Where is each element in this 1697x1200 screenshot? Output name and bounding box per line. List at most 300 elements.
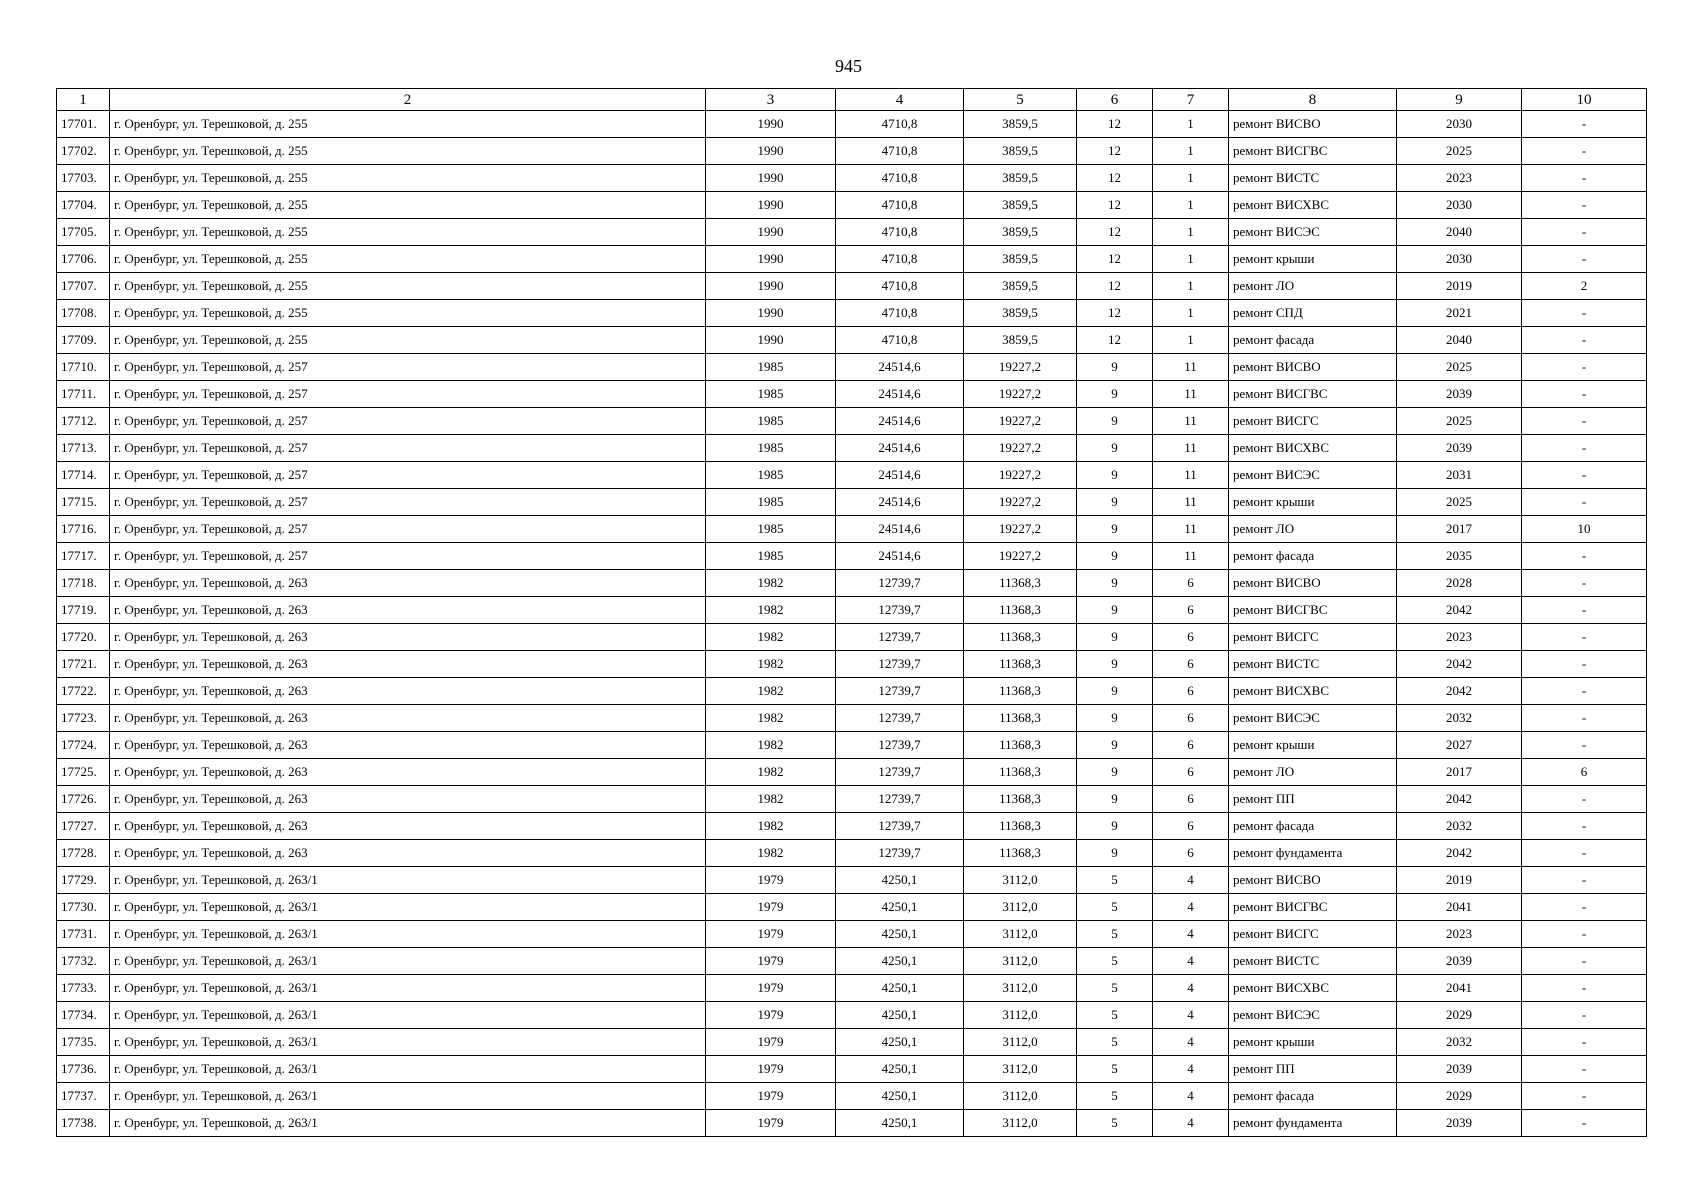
year-cell: 1982 xyxy=(706,624,836,651)
table-row xyxy=(57,705,1647,732)
table-row xyxy=(57,570,1647,597)
floors-cell: 9 xyxy=(1077,354,1153,381)
address-cell: г. Оренбург, ул. Терешковой, д. 257 xyxy=(110,435,706,462)
table-row xyxy=(57,462,1647,489)
year-cell: 1979 xyxy=(706,1083,836,1110)
col10-cell: - xyxy=(1522,327,1647,354)
year-cell: 1990 xyxy=(706,138,836,165)
living-area-cell: 3112,0 xyxy=(964,948,1077,975)
col10-cell: - xyxy=(1522,813,1647,840)
address-cell: г. Оренбург, ул. Терешковой, д. 263 xyxy=(110,786,706,813)
row-number: 17720. xyxy=(57,624,110,651)
table-row xyxy=(57,867,1647,894)
work-type-cell: ремонт фасада xyxy=(1229,543,1397,570)
col10-cell: - xyxy=(1522,732,1647,759)
entrances-cell: 1 xyxy=(1153,111,1229,138)
address-cell: г. Оренбург, ул. Терешковой, д. 263/1 xyxy=(110,921,706,948)
row-number: 17728. xyxy=(57,840,110,867)
floors-cell: 5 xyxy=(1077,1029,1153,1056)
column-header-7: 7 xyxy=(1153,89,1229,111)
total-area-cell: 4250,1 xyxy=(836,948,964,975)
planned-year-cell: 2019 xyxy=(1397,867,1522,894)
col10-cell: - xyxy=(1522,489,1647,516)
col10-cell: - xyxy=(1522,111,1647,138)
year-cell: 1982 xyxy=(706,786,836,813)
planned-year-cell: 2032 xyxy=(1397,705,1522,732)
planned-year-cell: 2023 xyxy=(1397,921,1522,948)
planned-year-cell: 2030 xyxy=(1397,111,1522,138)
col10-cell: - xyxy=(1522,1110,1647,1137)
floors-cell: 5 xyxy=(1077,894,1153,921)
entrances-cell: 1 xyxy=(1153,327,1229,354)
row-number: 17722. xyxy=(57,678,110,705)
address-cell: г. Оренбург, ул. Терешковой, д. 263 xyxy=(110,732,706,759)
year-cell: 1979 xyxy=(706,1056,836,1083)
col10-cell: - xyxy=(1522,138,1647,165)
work-type-cell: ремонт ВИСВО xyxy=(1229,111,1397,138)
work-type-cell: ремонт крыши xyxy=(1229,1029,1397,1056)
planned-year-cell: 2039 xyxy=(1397,1056,1522,1083)
total-area-cell: 4250,1 xyxy=(836,1002,964,1029)
col10-cell: - xyxy=(1522,651,1647,678)
total-area-cell: 12739,7 xyxy=(836,705,964,732)
living-area-cell: 19227,2 xyxy=(964,543,1077,570)
entrances-cell: 4 xyxy=(1153,921,1229,948)
total-area-cell: 4250,1 xyxy=(836,1110,964,1137)
work-type-cell: ремонт ВИСВО xyxy=(1229,354,1397,381)
entrances-cell: 4 xyxy=(1153,1083,1229,1110)
work-type-cell: ремонт ЛО xyxy=(1229,273,1397,300)
table-row xyxy=(57,1083,1647,1110)
floors-cell: 5 xyxy=(1077,975,1153,1002)
work-type-cell: ремонт фундамента xyxy=(1229,840,1397,867)
entrances-cell: 11 xyxy=(1153,381,1229,408)
work-type-cell: ремонт фундамента xyxy=(1229,1110,1397,1137)
year-cell: 1982 xyxy=(706,651,836,678)
table-row xyxy=(57,192,1647,219)
entrances-cell: 4 xyxy=(1153,948,1229,975)
living-area-cell: 11368,3 xyxy=(964,732,1077,759)
floors-cell: 5 xyxy=(1077,1110,1153,1137)
total-area-cell: 4710,8 xyxy=(836,327,964,354)
address-cell: г. Оренбург, ул. Терешковой, д. 255 xyxy=(110,111,706,138)
row-number: 17716. xyxy=(57,516,110,543)
total-area-cell: 4250,1 xyxy=(836,975,964,1002)
planned-year-cell: 2031 xyxy=(1397,462,1522,489)
planned-year-cell: 2041 xyxy=(1397,894,1522,921)
floors-cell: 9 xyxy=(1077,462,1153,489)
total-area-cell: 24514,6 xyxy=(836,489,964,516)
planned-year-cell: 2019 xyxy=(1397,273,1522,300)
col10-cell: - xyxy=(1522,435,1647,462)
address-cell: г. Оренбург, ул. Терешковой, д. 255 xyxy=(110,300,706,327)
year-cell: 1982 xyxy=(706,705,836,732)
total-area-cell: 24514,6 xyxy=(836,435,964,462)
living-area-cell: 3859,5 xyxy=(964,165,1077,192)
living-area-cell: 11368,3 xyxy=(964,651,1077,678)
planned-year-cell: 2040 xyxy=(1397,219,1522,246)
year-cell: 1979 xyxy=(706,1002,836,1029)
entrances-cell: 1 xyxy=(1153,219,1229,246)
living-area-cell: 3859,5 xyxy=(964,219,1077,246)
total-area-cell: 24514,6 xyxy=(836,381,964,408)
col10-cell: - xyxy=(1522,867,1647,894)
table-row xyxy=(57,732,1647,759)
year-cell: 1982 xyxy=(706,759,836,786)
living-area-cell: 11368,3 xyxy=(964,705,1077,732)
total-area-cell: 4250,1 xyxy=(836,894,964,921)
total-area-cell: 4250,1 xyxy=(836,867,964,894)
planned-year-cell: 2028 xyxy=(1397,570,1522,597)
address-cell: г. Оренбург, ул. Терешковой, д. 255 xyxy=(110,192,706,219)
table-row xyxy=(57,813,1647,840)
work-type-cell: ремонт ВИСХВС xyxy=(1229,435,1397,462)
total-area-cell: 4710,8 xyxy=(836,273,964,300)
address-cell: г. Оренбург, ул. Терешковой, д. 263 xyxy=(110,597,706,624)
entrances-cell: 1 xyxy=(1153,246,1229,273)
year-cell: 1979 xyxy=(706,867,836,894)
table-row xyxy=(57,408,1647,435)
row-number: 17715. xyxy=(57,489,110,516)
table-row xyxy=(57,246,1647,273)
table-row xyxy=(57,1056,1647,1083)
work-type-cell: ремонт ПП xyxy=(1229,1056,1397,1083)
row-number: 17724. xyxy=(57,732,110,759)
total-area-cell: 24514,6 xyxy=(836,354,964,381)
row-number: 17719. xyxy=(57,597,110,624)
floors-cell: 12 xyxy=(1077,246,1153,273)
address-cell: г. Оренбург, ул. Терешковой, д. 263/1 xyxy=(110,1110,706,1137)
entrances-cell: 6 xyxy=(1153,786,1229,813)
entrances-cell: 11 xyxy=(1153,462,1229,489)
address-cell: г. Оренбург, ул. Терешковой, д. 257 xyxy=(110,381,706,408)
total-area-cell: 4250,1 xyxy=(836,1056,964,1083)
column-header-8: 8 xyxy=(1229,89,1397,111)
living-area-cell: 11368,3 xyxy=(964,597,1077,624)
entrances-cell: 6 xyxy=(1153,732,1229,759)
total-area-cell: 24514,6 xyxy=(836,516,964,543)
col10-cell: - xyxy=(1522,786,1647,813)
entrances-cell: 4 xyxy=(1153,1029,1229,1056)
work-type-cell: ремонт ВИСГС xyxy=(1229,624,1397,651)
entrances-cell: 6 xyxy=(1153,651,1229,678)
year-cell: 1985 xyxy=(706,354,836,381)
year-cell: 1990 xyxy=(706,246,836,273)
row-number: 17714. xyxy=(57,462,110,489)
year-cell: 1985 xyxy=(706,516,836,543)
address-cell: г. Оренбург, ул. Терешковой, д. 263/1 xyxy=(110,1083,706,1110)
year-cell: 1990 xyxy=(706,165,836,192)
table-row xyxy=(57,381,1647,408)
living-area-cell: 19227,2 xyxy=(964,462,1077,489)
row-number: 17732. xyxy=(57,948,110,975)
row-number: 17735. xyxy=(57,1029,110,1056)
table-row xyxy=(57,327,1647,354)
address-cell: г. Оренбург, ул. Терешковой, д. 263/1 xyxy=(110,948,706,975)
address-cell: г. Оренбург, ул. Терешковой, д. 263/1 xyxy=(110,1056,706,1083)
repair-schedule-table xyxy=(56,88,1647,1137)
work-type-cell: ремонт фасада xyxy=(1229,1083,1397,1110)
total-area-cell: 4710,8 xyxy=(836,165,964,192)
col10-cell: - xyxy=(1522,678,1647,705)
work-type-cell: ремонт ВИСТС xyxy=(1229,948,1397,975)
table-row xyxy=(57,948,1647,975)
table-row xyxy=(57,354,1647,381)
year-cell: 1982 xyxy=(706,678,836,705)
address-cell: г. Оренбург, ул. Терешковой, д. 263 xyxy=(110,651,706,678)
living-area-cell: 11368,3 xyxy=(964,678,1077,705)
row-number: 17736. xyxy=(57,1056,110,1083)
year-cell: 1979 xyxy=(706,921,836,948)
year-cell: 1990 xyxy=(706,300,836,327)
planned-year-cell: 2017 xyxy=(1397,759,1522,786)
living-area-cell: 3859,5 xyxy=(964,300,1077,327)
floors-cell: 5 xyxy=(1077,921,1153,948)
table-row xyxy=(57,273,1647,300)
work-type-cell: ремонт ЛО xyxy=(1229,516,1397,543)
col10-cell: - xyxy=(1522,543,1647,570)
table-row xyxy=(57,894,1647,921)
row-number: 17727. xyxy=(57,813,110,840)
header-row xyxy=(57,89,1647,111)
living-area-cell: 11368,3 xyxy=(964,813,1077,840)
year-cell: 1982 xyxy=(706,840,836,867)
floors-cell: 12 xyxy=(1077,300,1153,327)
row-number: 17721. xyxy=(57,651,110,678)
year-cell: 1990 xyxy=(706,219,836,246)
work-type-cell: ремонт ВИСХВС xyxy=(1229,678,1397,705)
planned-year-cell: 2039 xyxy=(1397,381,1522,408)
work-type-cell: ремонт фасада xyxy=(1229,813,1397,840)
living-area-cell: 11368,3 xyxy=(964,759,1077,786)
work-type-cell: ремонт ВИСГВС xyxy=(1229,381,1397,408)
entrances-cell: 6 xyxy=(1153,840,1229,867)
column-header-5: 5 xyxy=(964,89,1077,111)
total-area-cell: 12739,7 xyxy=(836,651,964,678)
work-type-cell: ремонт ВИСЭС xyxy=(1229,1002,1397,1029)
floors-cell: 5 xyxy=(1077,948,1153,975)
work-type-cell: ремонт ПП xyxy=(1229,786,1397,813)
total-area-cell: 24514,6 xyxy=(836,462,964,489)
row-number: 17733. xyxy=(57,975,110,1002)
year-cell: 1985 xyxy=(706,462,836,489)
planned-year-cell: 2035 xyxy=(1397,543,1522,570)
col10-cell: - xyxy=(1522,570,1647,597)
col10-cell: - xyxy=(1522,462,1647,489)
year-cell: 1990 xyxy=(706,273,836,300)
work-type-cell: ремонт ЛО xyxy=(1229,759,1397,786)
floors-cell: 9 xyxy=(1077,597,1153,624)
row-number: 17706. xyxy=(57,246,110,273)
year-cell: 1979 xyxy=(706,1110,836,1137)
work-type-cell: ремонт ВИСХВС xyxy=(1229,192,1397,219)
entrances-cell: 11 xyxy=(1153,489,1229,516)
table-row xyxy=(57,219,1647,246)
address-cell: г. Оренбург, ул. Терешковой, д. 255 xyxy=(110,165,706,192)
row-number: 17711. xyxy=(57,381,110,408)
work-type-cell: ремонт ВИСТС xyxy=(1229,651,1397,678)
row-number: 17709. xyxy=(57,327,110,354)
work-type-cell: ремонт ВИСЭС xyxy=(1229,705,1397,732)
total-area-cell: 4710,8 xyxy=(836,300,964,327)
total-area-cell: 4710,8 xyxy=(836,192,964,219)
row-number: 17712. xyxy=(57,408,110,435)
work-type-cell: ремонт ВИСЭС xyxy=(1229,462,1397,489)
living-area-cell: 3112,0 xyxy=(964,1029,1077,1056)
entrances-cell: 1 xyxy=(1153,273,1229,300)
floors-cell: 12 xyxy=(1077,327,1153,354)
entrances-cell: 4 xyxy=(1153,894,1229,921)
col10-cell: - xyxy=(1522,165,1647,192)
work-type-cell: ремонт ВИСГС xyxy=(1229,408,1397,435)
row-number: 17704. xyxy=(57,192,110,219)
planned-year-cell: 2041 xyxy=(1397,975,1522,1002)
table-row xyxy=(57,165,1647,192)
planned-year-cell: 2039 xyxy=(1397,1110,1522,1137)
work-type-cell: ремонт ВИСГВС xyxy=(1229,597,1397,624)
table-row xyxy=(57,489,1647,516)
total-area-cell: 4710,8 xyxy=(836,111,964,138)
table-row xyxy=(57,111,1647,138)
row-number: 17718. xyxy=(57,570,110,597)
floors-cell: 9 xyxy=(1077,651,1153,678)
address-cell: г. Оренбург, ул. Терешковой, д. 255 xyxy=(110,138,706,165)
floors-cell: 9 xyxy=(1077,705,1153,732)
year-cell: 1979 xyxy=(706,975,836,1002)
address-cell: г. Оренбург, ул. Терешковой, д. 263/1 xyxy=(110,975,706,1002)
address-cell: г. Оренбург, ул. Терешковой, д. 263 xyxy=(110,705,706,732)
year-cell: 1985 xyxy=(706,489,836,516)
address-cell: г. Оренбург, ул. Терешковой, д. 257 xyxy=(110,354,706,381)
row-number: 17702. xyxy=(57,138,110,165)
living-area-cell: 11368,3 xyxy=(964,570,1077,597)
planned-year-cell: 2017 xyxy=(1397,516,1522,543)
work-type-cell: ремонт фасада xyxy=(1229,327,1397,354)
table-row xyxy=(57,543,1647,570)
floors-cell: 12 xyxy=(1077,192,1153,219)
year-cell: 1982 xyxy=(706,732,836,759)
floors-cell: 9 xyxy=(1077,759,1153,786)
floors-cell: 9 xyxy=(1077,813,1153,840)
floors-cell: 5 xyxy=(1077,1083,1153,1110)
floors-cell: 9 xyxy=(1077,516,1153,543)
col10-cell: - xyxy=(1522,840,1647,867)
work-type-cell: ремонт ВИСВО xyxy=(1229,867,1397,894)
planned-year-cell: 2042 xyxy=(1397,597,1522,624)
year-cell: 1979 xyxy=(706,894,836,921)
total-area-cell: 12739,7 xyxy=(836,813,964,840)
year-cell: 1982 xyxy=(706,813,836,840)
total-area-cell: 4250,1 xyxy=(836,1083,964,1110)
address-cell: г. Оренбург, ул. Терешковой, д. 263 xyxy=(110,813,706,840)
entrances-cell: 4 xyxy=(1153,1110,1229,1137)
row-number: 17737. xyxy=(57,1083,110,1110)
floors-cell: 12 xyxy=(1077,219,1153,246)
floors-cell: 12 xyxy=(1077,165,1153,192)
floors-cell: 9 xyxy=(1077,489,1153,516)
table-row xyxy=(57,516,1647,543)
address-cell: г. Оренбург, ул. Терешковой, д. 263/1 xyxy=(110,894,706,921)
table-row xyxy=(57,435,1647,462)
table-row xyxy=(57,840,1647,867)
floors-cell: 12 xyxy=(1077,273,1153,300)
row-number: 17734. xyxy=(57,1002,110,1029)
year-cell: 1990 xyxy=(706,192,836,219)
planned-year-cell: 2021 xyxy=(1397,300,1522,327)
table-row xyxy=(57,678,1647,705)
total-area-cell: 12739,7 xyxy=(836,624,964,651)
work-type-cell: ремонт крыши xyxy=(1229,246,1397,273)
total-area-cell: 12739,7 xyxy=(836,570,964,597)
entrances-cell: 11 xyxy=(1153,516,1229,543)
work-type-cell: ремонт ВИСЭС xyxy=(1229,219,1397,246)
total-area-cell: 12739,7 xyxy=(836,678,964,705)
year-cell: 1982 xyxy=(706,570,836,597)
col10-cell: - xyxy=(1522,975,1647,1002)
floors-cell: 5 xyxy=(1077,1056,1153,1083)
table-row xyxy=(57,1002,1647,1029)
address-cell: г. Оренбург, ул. Терешковой, д. 257 xyxy=(110,516,706,543)
table-body xyxy=(57,111,1647,1137)
planned-year-cell: 2039 xyxy=(1397,435,1522,462)
total-area-cell: 24514,6 xyxy=(836,408,964,435)
col10-cell: - xyxy=(1522,192,1647,219)
entrances-cell: 1 xyxy=(1153,300,1229,327)
address-cell: г. Оренбург, ул. Терешковой, д. 263 xyxy=(110,840,706,867)
entrances-cell: 4 xyxy=(1153,867,1229,894)
page-number: 945 xyxy=(835,56,862,76)
living-area-cell: 3112,0 xyxy=(964,1083,1077,1110)
row-number: 17708. xyxy=(57,300,110,327)
col10-cell: - xyxy=(1522,381,1647,408)
work-type-cell: ремонт крыши xyxy=(1229,732,1397,759)
work-type-cell: ремонт ВИСГС xyxy=(1229,921,1397,948)
row-number: 17713. xyxy=(57,435,110,462)
total-area-cell: 12739,7 xyxy=(836,732,964,759)
col10-cell: - xyxy=(1522,219,1647,246)
total-area-cell: 4710,8 xyxy=(836,219,964,246)
column-header-2: 2 xyxy=(110,89,706,111)
address-cell: г. Оренбург, ул. Терешковой, д. 257 xyxy=(110,462,706,489)
work-type-cell: ремонт ВИСГВС xyxy=(1229,894,1397,921)
column-header-9: 9 xyxy=(1397,89,1522,111)
planned-year-cell: 2025 xyxy=(1397,408,1522,435)
row-number: 17717. xyxy=(57,543,110,570)
living-area-cell: 11368,3 xyxy=(964,786,1077,813)
floors-cell: 9 xyxy=(1077,732,1153,759)
address-cell: г. Оренбург, ул. Терешковой, д. 255 xyxy=(110,273,706,300)
year-cell: 1990 xyxy=(706,327,836,354)
address-cell: г. Оренбург, ул. Терешковой, д. 263/1 xyxy=(110,867,706,894)
floors-cell: 9 xyxy=(1077,381,1153,408)
planned-year-cell: 2032 xyxy=(1397,1029,1522,1056)
row-number: 17707. xyxy=(57,273,110,300)
work-type-cell: ремонт ВИСХВС xyxy=(1229,975,1397,1002)
floors-cell: 9 xyxy=(1077,435,1153,462)
planned-year-cell: 2039 xyxy=(1397,948,1522,975)
year-cell: 1985 xyxy=(706,381,836,408)
floors-cell: 9 xyxy=(1077,840,1153,867)
entrances-cell: 6 xyxy=(1153,597,1229,624)
total-area-cell: 24514,6 xyxy=(836,543,964,570)
planned-year-cell: 2029 xyxy=(1397,1002,1522,1029)
year-cell: 1982 xyxy=(706,597,836,624)
living-area-cell: 3112,0 xyxy=(964,1056,1077,1083)
col10-cell: - xyxy=(1522,948,1647,975)
address-cell: г. Оренбург, ул. Терешковой, д. 255 xyxy=(110,327,706,354)
col10-cell: - xyxy=(1522,354,1647,381)
address-cell: г. Оренбург, ул. Терешковой, д. 255 xyxy=(110,219,706,246)
